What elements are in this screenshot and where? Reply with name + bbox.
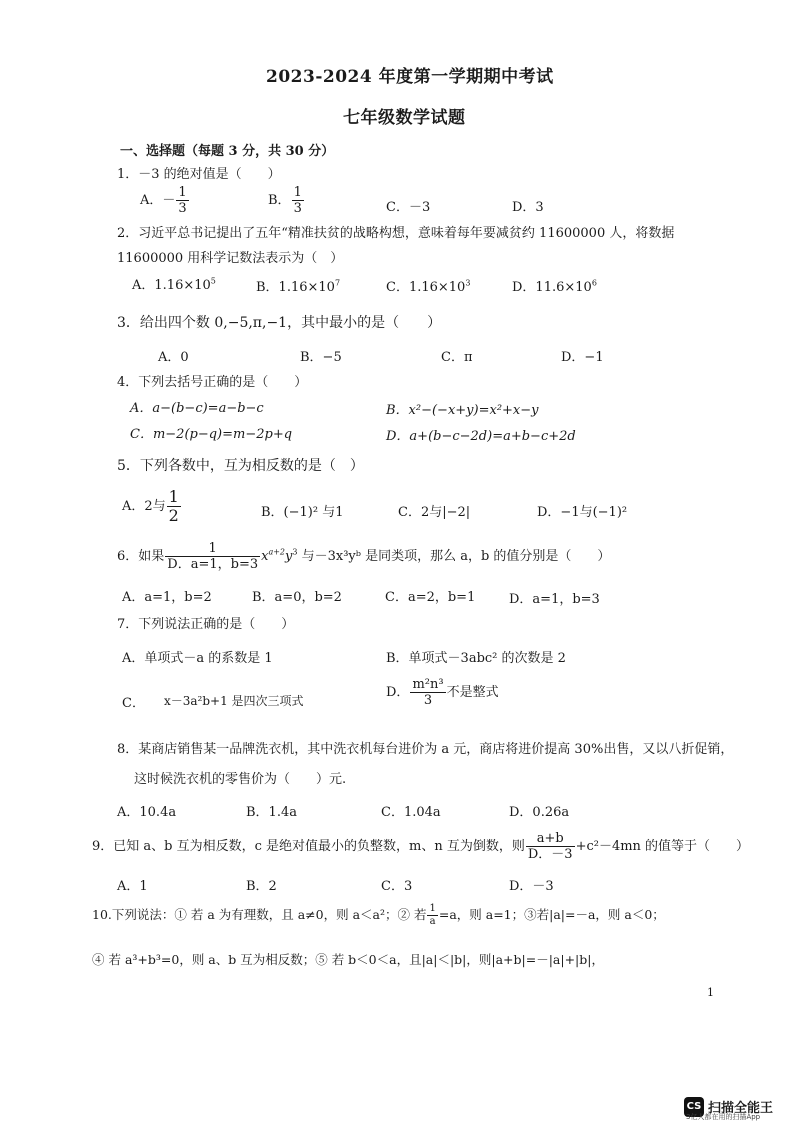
question-1: 1．－3 的绝对值是（ ） — [117, 167, 281, 182]
q9-option-b: B．2 — [246, 879, 277, 894]
section-heading: 一、选择题（每题 3 分，共 30 分） — [120, 144, 335, 159]
q2-option-c: C．$1.16\times 10^3$ — [386, 278, 471, 295]
q3-option-c: C．π — [441, 350, 473, 365]
question-10-line1: 10.下列说法：① 若 a 为有理数，且 a≠0，则 a＜a²；② 若 $\frac{1}{a}$ =a，则 a=1；③若|a|=－a，则 a＜0； — [92, 903, 665, 927]
q3-option-a: A．0 — [158, 350, 189, 365]
q3-option-b: B．−5 — [300, 350, 342, 365]
q7-option-d: D． $\frac{\text{m²n³}}{3}$ 不是整式 — [386, 677, 499, 708]
q2-option-b: B．$1.16\times 10^7$ — [256, 278, 341, 295]
q6-option-a: A．a=1，b=2 — [122, 590, 212, 605]
q2-option-a: A．$1.16\times 10^5$ — [132, 276, 216, 293]
camscanner-logo-icon: CS — [684, 1097, 704, 1117]
q1-option-a: A．－ $\frac{1}{3}$ — [140, 185, 187, 216]
question-4: 4．下列去括号正确的是（ ） — [117, 375, 308, 390]
brand-name: 扫描全能王 — [708, 1101, 774, 1116]
q6-option-d: D．a=1，b=3 — [509, 592, 600, 607]
q2-option-d: D．$11.6\times 10^6$ — [512, 278, 597, 295]
question-2-line1: 2．习近平总书记提出了五年“精准扶贫的战略构想，意味着每年要减贫约 11600000 人，将数据 — [117, 226, 675, 241]
q4-option-c: C．m−2(p−q)=m−2p+q — [130, 427, 293, 442]
question-6: 6．如果 $\frac{1}{D.a=1,b=3}$ $x^{a+2}y^3$ 与－3x³yᵇ 是同类项，那么 a，b 的值分别是（ ） — [117, 541, 611, 572]
brand-tagline: 3亿人都在用的扫描App — [686, 1113, 761, 1121]
q4-option-a: A．a−(b−c)=a−b−c — [130, 401, 264, 416]
q5-option-b: B．(−1)² 与1 — [261, 505, 344, 520]
q3-option-d: D．−1 — [561, 350, 604, 365]
q4-option-b: B．x²−(−x+y)=x²+x−y — [386, 403, 539, 418]
q7-option-b: B．单项式－3abc² 的次数是 2 — [386, 651, 566, 666]
exam-title: 2023-2024 年度第一学期期中考试 — [266, 67, 554, 87]
question-8-line2: 这时候洗衣机的零售价为（ ）元. — [134, 772, 347, 787]
question-2-line2: 11600000 用科学记数法表示为（ ） — [117, 251, 344, 266]
q1-option-d: D．3 — [512, 200, 544, 215]
question-8-line1: 8．某商店销售某一品牌洗衣机，其中洗衣机每台进价为 a 元，商店将进价提高 30%出售，又以八折促销， — [117, 742, 734, 757]
q9-option-c: C．3 — [381, 879, 413, 894]
q6-option-c: C．a=2，b=1 — [385, 590, 476, 605]
q5-option-a: A．2与 $\frac{1}{2}$ — [122, 487, 179, 525]
q9-option-a: A．1 — [117, 879, 148, 894]
q5-option-c: C．2与|−2| — [398, 505, 471, 520]
q4-option-d: D．a+(b−c−2d)=a+b−c+2d — [386, 429, 576, 444]
q7-option-a: A．单项式－a 的系数是 1 — [122, 651, 273, 666]
q5-option-d: D．−1与(−1)² — [537, 505, 628, 520]
q7-option-c: x－3a²b+1 是四次三项式 — [164, 694, 304, 708]
q7-option-c-label: C． — [122, 696, 145, 711]
question-10-line2: ④ 若 a³+b³=0，则 a、b 互为相反数；⑤ 若 b＜0＜a，且|a|＜|b|，则|a+b|=－|a|+|b|， — [92, 952, 604, 967]
page-number: 1 — [707, 986, 714, 999]
q8-option-c: C．1.04a — [381, 805, 441, 820]
q1-option-c: C．－3 — [386, 200, 431, 215]
q8-option-b: B．1.4a — [246, 805, 297, 820]
q6-option-b: B．a=0，b=2 — [252, 590, 342, 605]
question-7: 7．下列说法正确的是（ ） — [117, 617, 295, 632]
question-9: 9．已知 a、b 互为相反数，c 是绝对值最小的负整数，m、n 互为倒数，则 $\frac{a+b}{D.-3}$ +c²－4mn 的值等于（ ） — [92, 831, 750, 862]
question-3: 3．给出四个数 0,−5,π,−1，其中最小的是（ ） — [117, 315, 442, 331]
q8-option-d: D．0.26a — [509, 805, 570, 820]
q9-option-d: D．－3 — [509, 879, 554, 894]
question-5: 5．下列各数中，互为相反数的是（ ） — [117, 458, 364, 474]
exam-subtitle: 七年级数学试题 — [343, 108, 466, 128]
q1-option-b: B． $\frac{1}{3}$ — [268, 185, 302, 216]
q8-option-a: A．10.4a — [117, 805, 177, 820]
